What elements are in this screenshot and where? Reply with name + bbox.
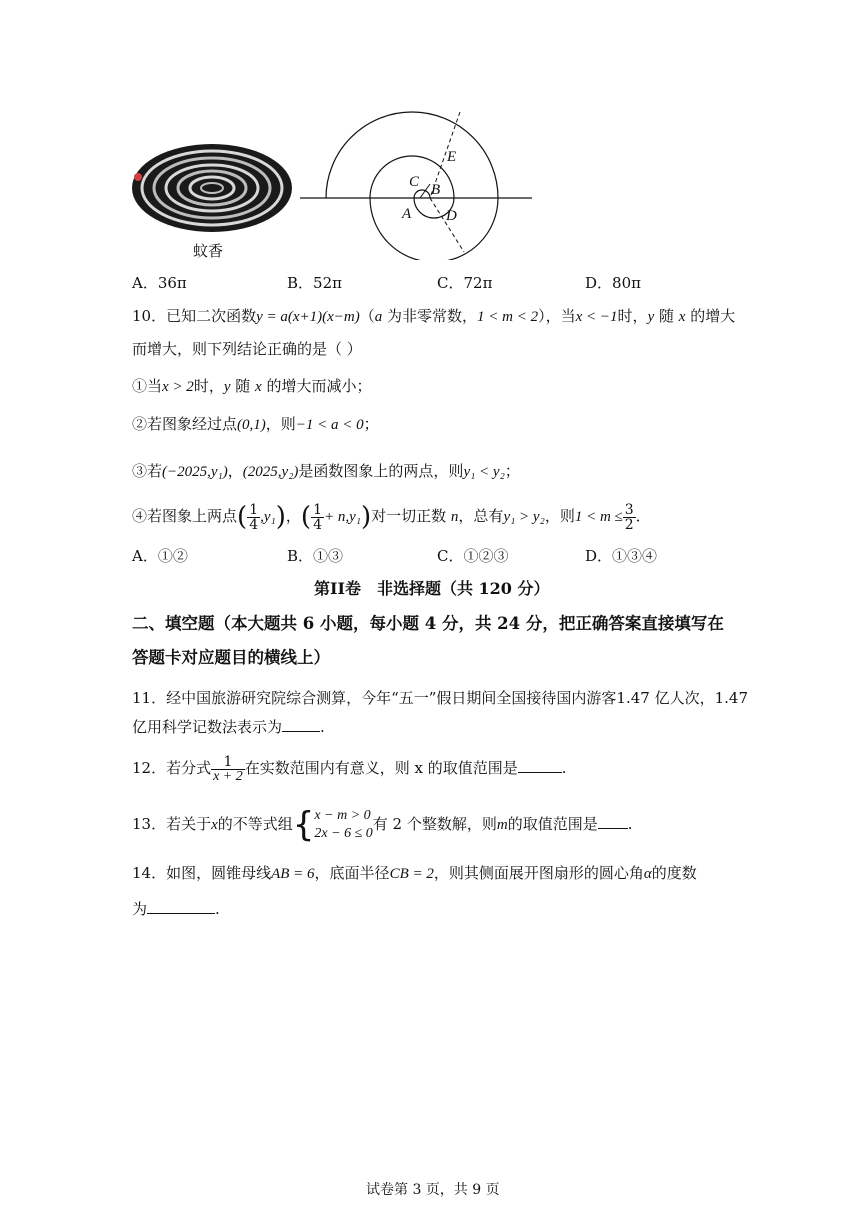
q9-option-d: D．80π [585,274,641,292]
section2-heading-line1: 二、填空题（本大题共 6 小题，每小题 4 分，共 24 分，把正确答案直接填写在 [132,614,724,633]
label-b: B [431,182,441,198]
page-footer: 试卷第 3 页，共 9 页 [366,1182,500,1198]
label-d: D [446,208,457,224]
q14-line2: 为 . [132,900,220,918]
q10-option-c: C．①②③ [437,547,509,565]
label-e: E [447,149,457,165]
q11-answer-blank[interactable] [282,717,320,732]
mosquito-coil-image [128,140,298,235]
q9-option-b: B．52π [287,274,342,292]
part2-title: 第II卷 非选择题（共 120 分） [314,579,550,598]
figure-caption: 蚊香 [193,242,224,260]
q10-statement-2: ②若图象经过点(0,1)，则−1 < a < 0； [132,415,379,433]
q10-statement-1: ①当x > 2时，y 随 x 的增大而减小； [132,377,372,395]
q10-option-b: B．①③ [287,547,344,565]
section2-heading-line2: 答题卡对应题目的横线上） [132,648,330,667]
q11-line1: 11．经中国旅游研究院综合测算，今年“五一”假日期间全国接待国内游客1.47 亿人次，1.47 [132,689,748,707]
q10-line1: 10．已知二次函数y = a(x+1)(x−m)（a 为非零常数，1 < m < 2），当x < −1时，y 随 x 的增大 [132,307,736,325]
q14-line1: 14．如图，圆锥母线AB = 6，底面半径CB = 2，则其侧面展开图扇形的圆心角α的度数 [132,864,697,882]
q10-option-d: D．①③④ [585,547,658,565]
q10-statement-4: ④若图象上两点( $\frac{1}{4}$ ,y₁)，( $\frac{1}{4}$ + n,y₁)对一切正数 n，总有y₁ > y₂，则1 < m ≤ $\frac{3}{2}$ ． [132,501,651,533]
q12-line: 12．若分式 $\frac{1}{x + 2}$ 在实数范围内有意义，则 x 的取值范围是 . [132,753,567,784]
q14-answer-blank[interactable] [147,899,215,914]
q13-answer-blank[interactable] [598,814,628,829]
label-c: C [409,174,420,190]
q11-line2: 亿用科学记数法表示为 . [132,718,325,736]
q10-line2: 而增大，则下列结论正确的是（ ） [132,340,362,358]
q9-option-a: A．36π [132,274,187,292]
q12-answer-blank[interactable] [518,758,562,773]
q10-option-a: A．①② [132,547,188,565]
spiral-diagram [298,80,538,260]
q10-statement-3: ③若(−2025,y₁)，(2025,y₂)是函数图象上的两点，则y₁ < y₂； [132,462,520,480]
q13-line: 13．若关于x的不等式组{ x − m > 0 2x − 6 ≤ 0 有 2 个整数解，则m的取值范围是 . [132,805,633,845]
q9-option-c: C．72π [437,274,493,292]
label-a: A [402,206,412,222]
